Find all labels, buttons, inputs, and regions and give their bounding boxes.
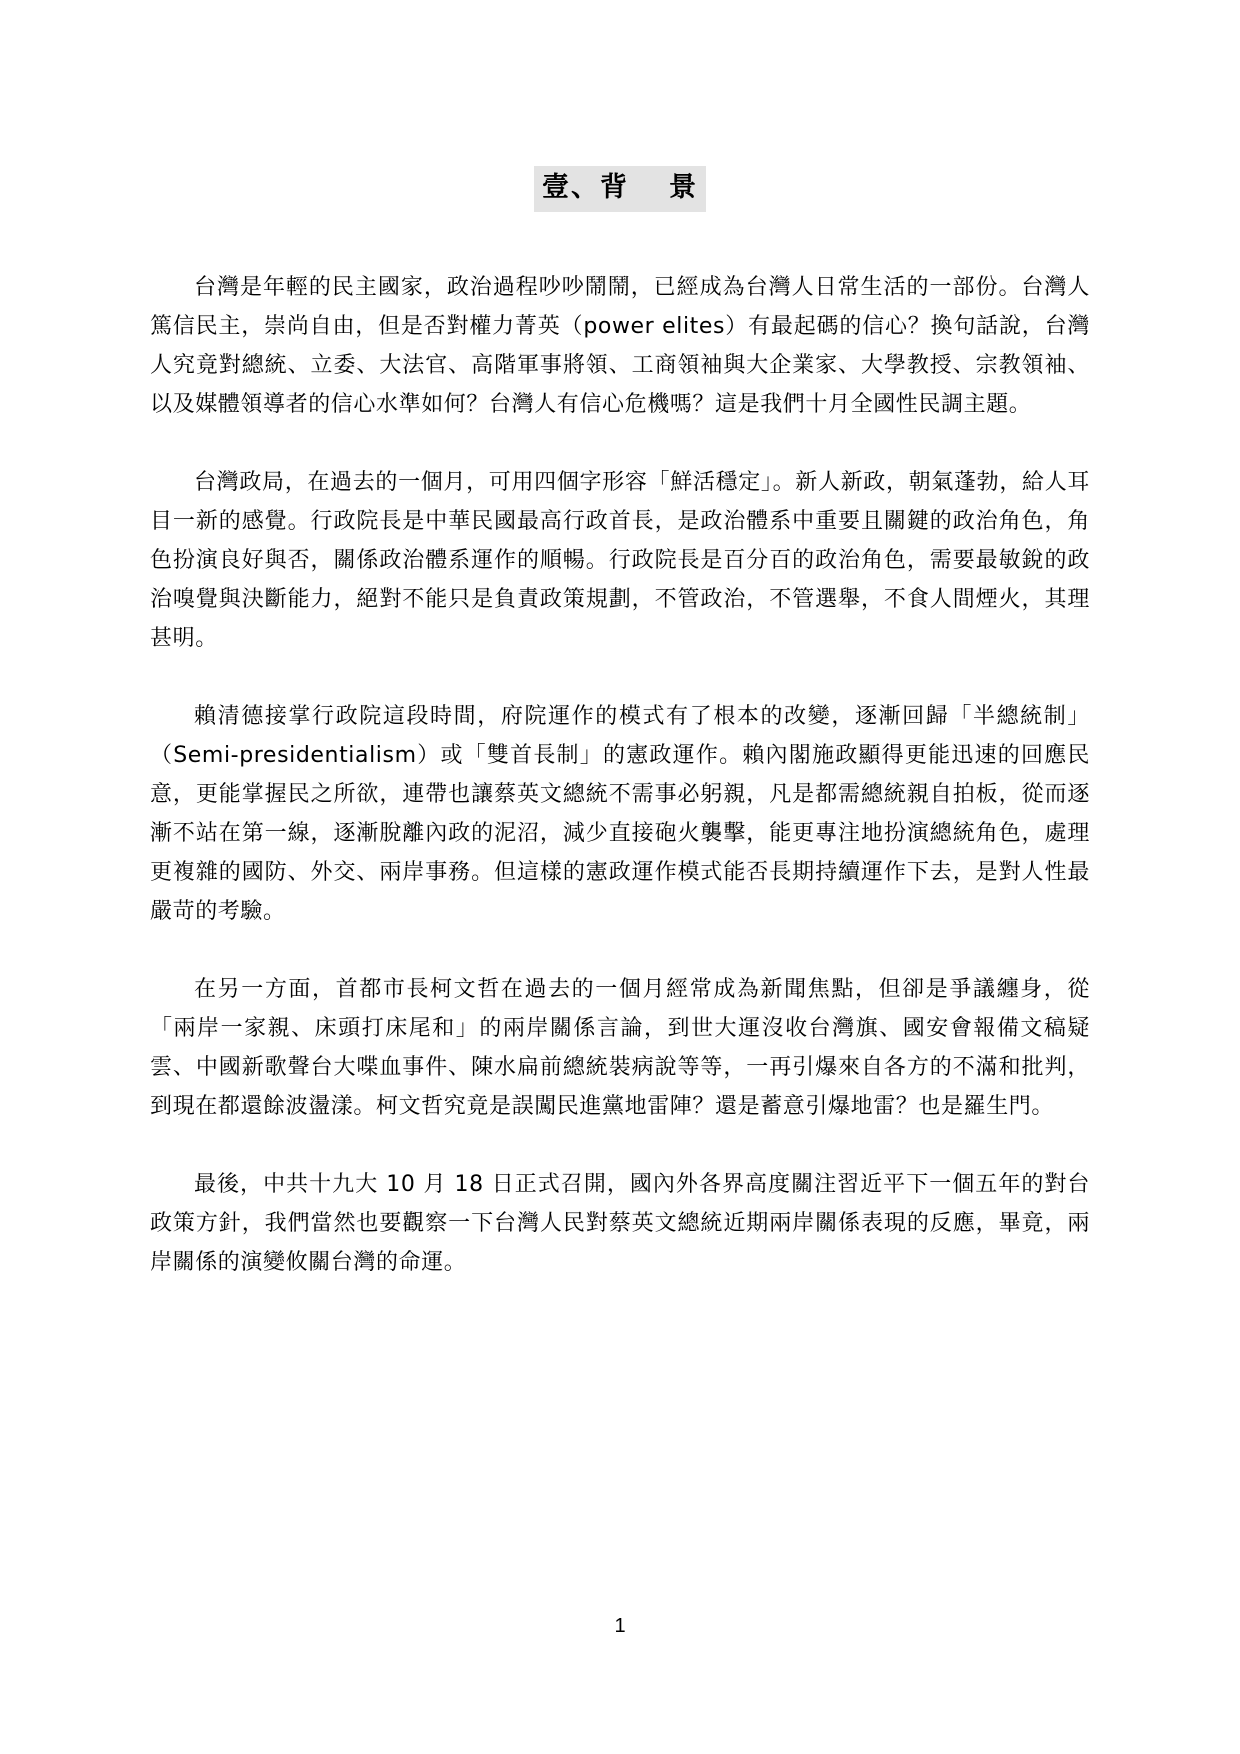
section-heading-part-2: 景 <box>669 172 698 203</box>
paragraph-premier-lai: 賴清德接掌行政院這段時間，府院運作的模式有了根本的改變，逐漸回歸「半總統制」（Semi-presidentialism）或「雙首長制」的憲政運作。賴內閣施政顯得更能迅速的回應民意，更能掌握民之所欲，連帶也讓蔡英文總統不需事必躬親，凡是都需總統親自拍板，從而逐漸不站在第一線，逐漸脫離內政的泥沼，減少直接砲火襲擊，能更專注地扮演總統角色，處理更複雜的國防、外交、兩岸事務。但這樣的憲政運作模式能否長期持續運作下去，是對人性最嚴苛的考驗。 <box>150 704 1090 924</box>
paragraph-cross-strait: 最後，中共十九大 10 月 18 日正式召開，國內外各界高度關注習近平下一個五年的對台政策方針，我們當然也要觀察一下台灣人民對蔡英文總統近期兩岸關係表現的反應，畢竟，兩岸關係的演變攸關台灣的命運。 <box>150 1172 1090 1275</box>
body-text <box>150 268 1090 1321</box>
paragraph-political-situation: 台灣政局，在過去的一個月，可用四個字形容「鮮活穩定」。新人新政，朝氣蓬勃，給人耳目一新的感覺。行政院長是中華民國最高行政首長，是政治體系中重要且關鍵的政治角色，角色扮演良好與否，關係政治體系運作的順暢。行政院長是百分百的政治角色，需要最敏銳的政治嗅覺與決斷能力，絕對不能只是負責政策規劃，不管政治，不管選舉，不食人間煙火，其理甚明。 <box>150 470 1090 651</box>
section-heading-part-1: 壹、背 <box>542 172 629 203</box>
paragraph-mayor-ko: 在另一方面，首都市長柯文哲在過去的一個月經常成為新聞焦點，但卻是爭議纏身，從「兩岸一家親、床頭打床尾和」的兩岸關係言論，到世大運沒收台灣旗、國安會報備文稿疑雲、中國新歌聲台大喋血事件、陳水扁前總統裝病說等等，一再引爆來自各方的不滿和批判，到現在都還餘波盪漾。柯文哲究竟是誤闖民進黨地雷陣？還是蓄意引爆地雷？也是羅生門。 <box>150 977 1090 1119</box>
page-number: 1 <box>614 1615 626 1637</box>
section-heading <box>534 166 706 212</box>
section-heading-container <box>0 166 1240 212</box>
paragraph-intro: 台灣是年輕的民主國家，政治過程吵吵鬧鬧，已經成為台灣人日常生活的一部份。台灣人篤信民主，崇尚自由，但是否對權力菁英（power elites）有最起碼的信心？換句話說，台灣人究竟對總統、立委、大法官、高階軍事將領、工商領袖與大企業家、大學教授、宗教領袖、以及媒體領導者的信心水準如何？台灣人有信心危機嗎？這是我們十月全國性民調主題。 <box>150 275 1090 417</box>
